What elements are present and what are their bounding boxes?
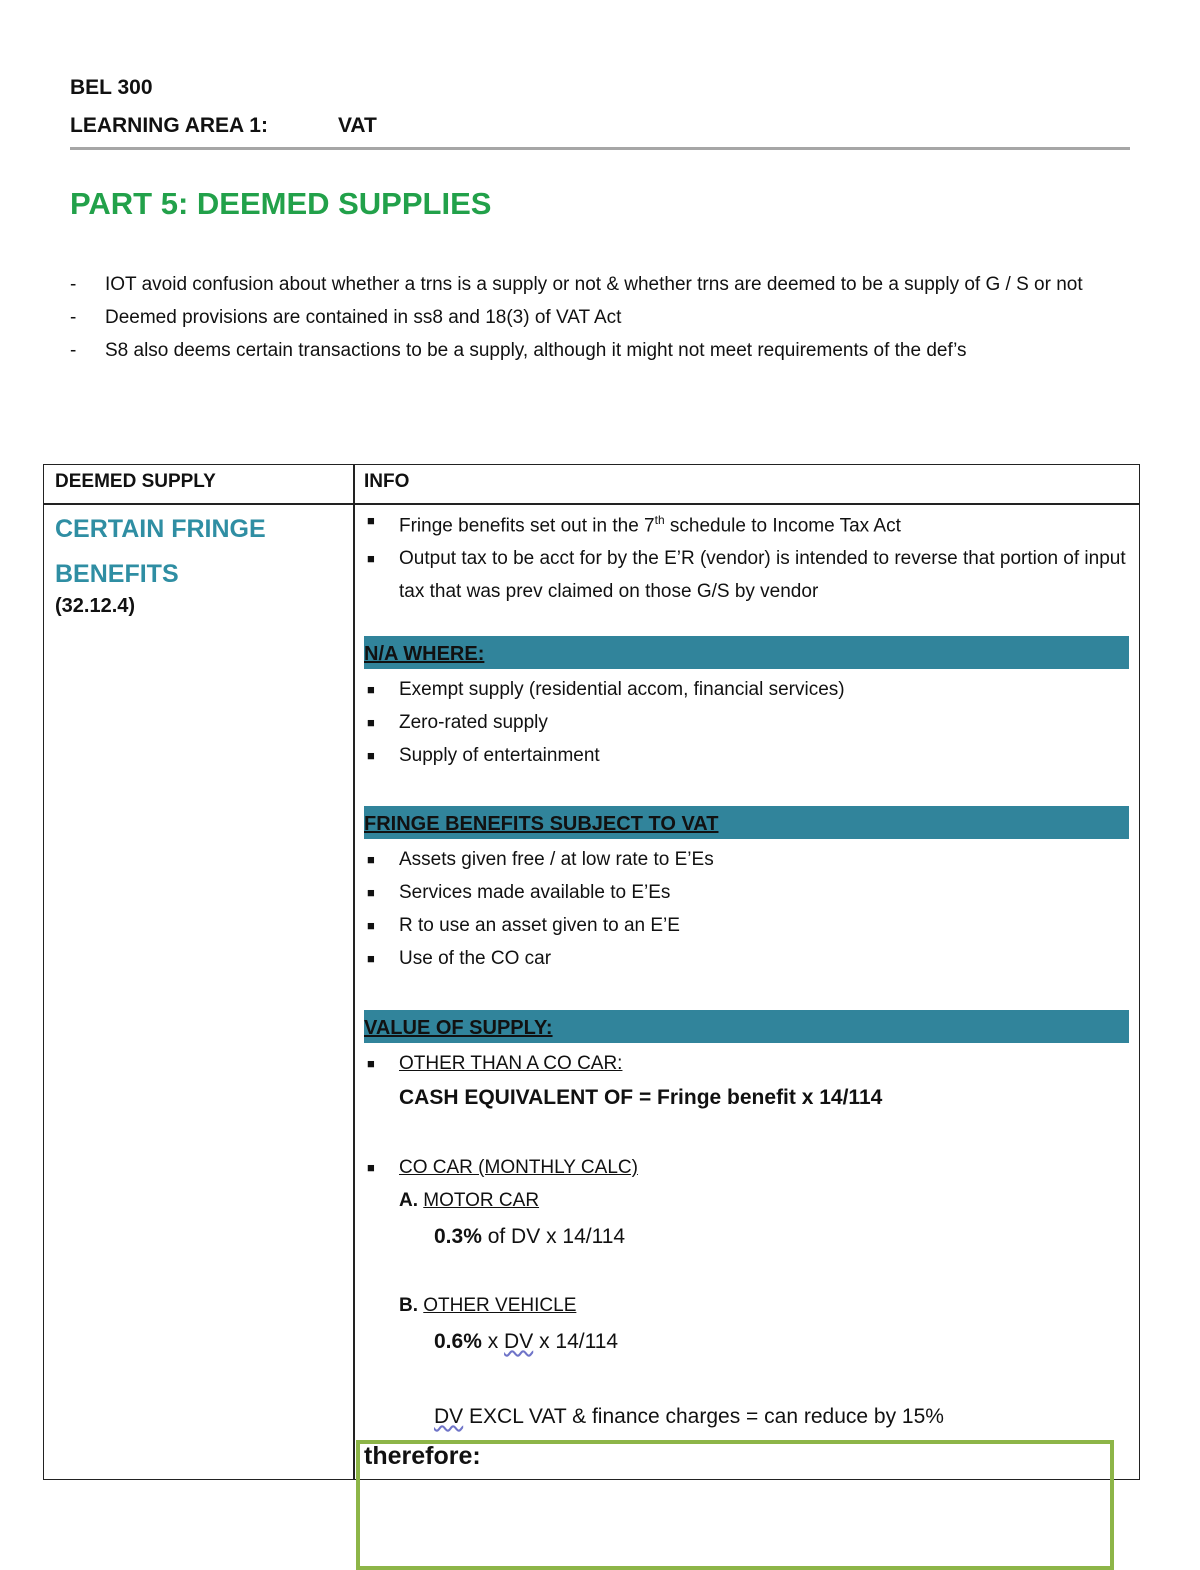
na-where-heading: N/A WHERE: [364,636,1129,669]
list-item: ■ Exempt supply (residential accom, financial services) [367,679,845,700]
intro-item: - IOT avoid confusion about whether a trns is a supply or not & whether trns are deemed to be a supply of G / S or not [70,274,1083,295]
list-item: ■ Zero-rated supply [367,712,548,733]
motor-car-item: A. MOTOR CAR [399,1190,540,1211]
learning-area-label: LEARNING AREA 1: [70,114,268,137]
course-code: BEL 300 [70,76,153,99]
header-divider [70,147,1130,150]
motor-car-formula: 0.3% of DV x 14/114 [434,1225,626,1248]
cash-equivalent-formula: CASH EQUIVALENT OF = Fringe benefit x 14/114 [399,1086,883,1109]
list-item: ■ Use of the CO car [367,948,552,969]
co-car-label: ■ CO CAR (MONTHLY CALC) [367,1157,638,1178]
list-item: ■ Supply of entertainment [367,745,600,766]
column-header-deemed-supply: DEEMED SUPPLY [55,471,216,492]
column-divider [353,465,355,1479]
other-than-co-car: ■ OTHER THAN A CO CAR: [367,1053,623,1074]
fringe-benefits-list [364,843,1129,975]
intro-item: - Deemed provisions are contained in ss8 and 18(3) of VAT Act [70,307,622,328]
value-of-supply-content [364,1047,1129,1116]
list-item: ■ Services made available to E’Es [367,882,671,903]
row-reference: (32.12.4) [55,595,136,617]
list-item: ■ Output tax to be acct for by the E’R (vendor) is intended to reverse that portion of input tax that was prev claimed on those G/S by vendor [367,548,1126,603]
na-where-list [364,673,1129,772]
other-vehicle-section [364,1289,1129,1436]
other-vehicle-item: B. OTHER VEHICLE [399,1295,577,1316]
other-vehicle-formula: 0.6% x DV x 14/114 [434,1330,619,1353]
co-car-section [364,1151,1129,1256]
part-title: PART 5: DEEMED SUPPLIES [70,186,492,221]
list-item: ■ Assets given free / at low rate to E’Es [367,849,714,870]
therefore-label: therefore: [364,1442,481,1470]
learning-area [70,114,377,138]
intro-bullets [364,504,1129,608]
learning-area-value: VAT [337,114,377,137]
intro-list [70,268,1135,367]
fringe-benefits-heading: FRINGE BENEFITS SUBJECT TO VAT [364,806,1129,839]
list-item: ■ Fringe benefits set out in the 7th schedule to Income Tax Act [367,513,901,537]
intro-item: - S8 also deems certain transactions to be a supply, although it might not meet requirements of the def’s [70,340,967,361]
column-header-info: INFO [364,471,410,492]
row-title: CERTAIN FRINGE BENEFITS [55,515,266,588]
list-item: ■ R to use an asset given to an E’E [367,915,680,936]
value-of-supply-heading: VALUE OF SUPPLY: [364,1010,1129,1043]
deemed-supply-table [43,464,1140,1480]
dv-note: DV EXCL VAT & finance charges = can reduce by 15% [434,1405,944,1428]
